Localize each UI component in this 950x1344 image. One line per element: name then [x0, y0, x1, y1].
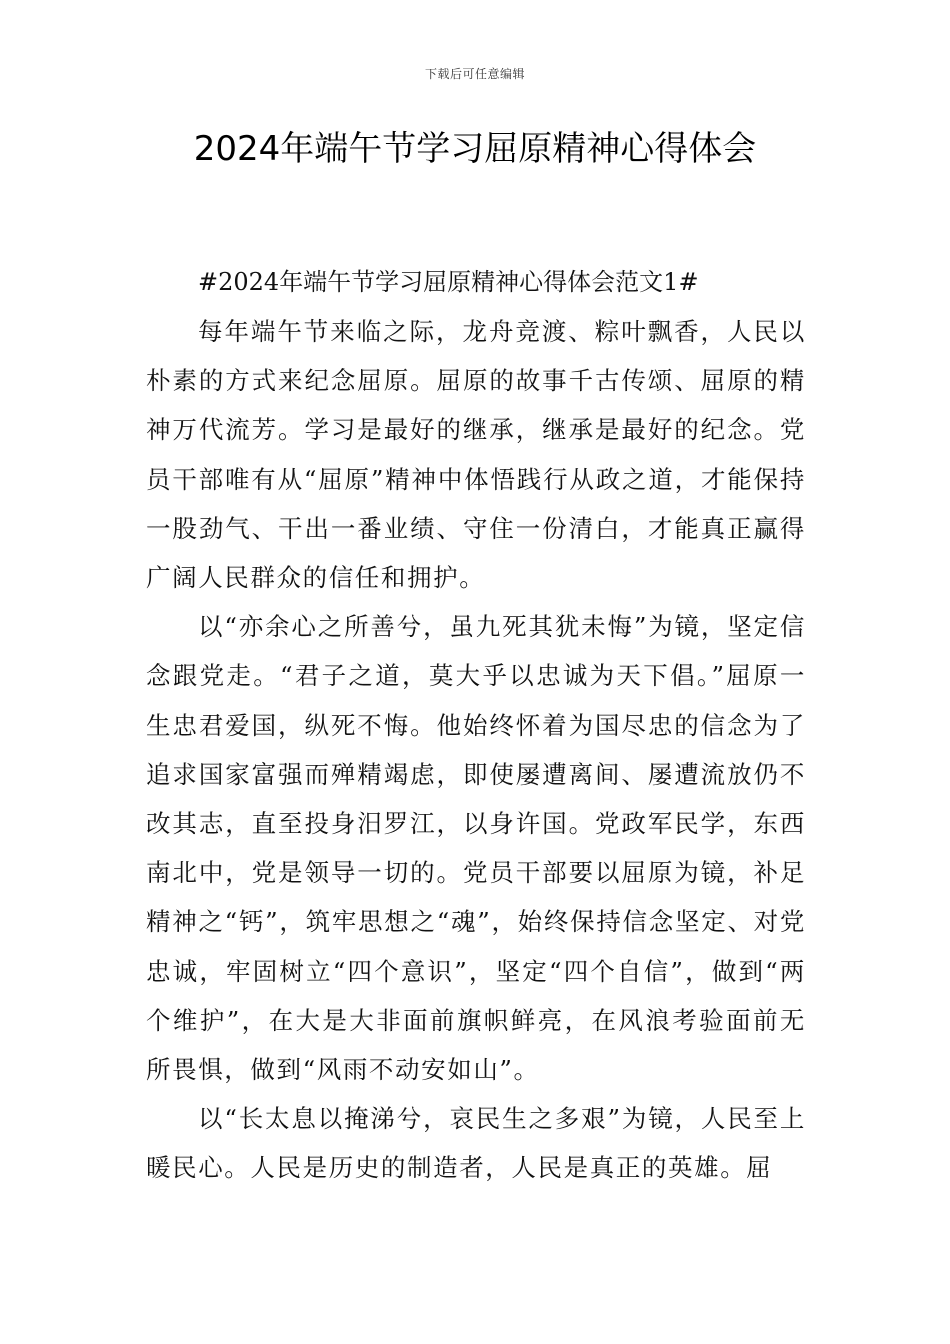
paragraph-3: 以“长太息以掩涕兮，哀民生之多艰”为镜，人民至上暖民心。人民是历史的制造者，人民是真正的英雄。屈 — [146, 1104, 806, 1183]
paragraph-1: 每年端午节来临之际，龙舟竞渡、粽叶飘香，人民以朴素的方式来纪念屈原。屈原的故事千古传颂、屈原的精神万代流芳。学习是最好的继承，继承是最好的纪念。党员干部唯有从“屈原”精神中体悟践行从政之道，才能保持一股劲气、干出一番业绩、守住一份清白，才能真正赢得广阔人民群众的信任和拥护。 — [146, 317, 806, 593]
section-heading: #2024年端午节学习屈原精神心得体会范文1# — [198, 268, 699, 296]
document-title: 2024年端午节学习屈原精神心得体会 — [193, 129, 757, 169]
header-note: 下载后可任意编辑 — [424, 67, 525, 81]
document-body — [146, 258, 806, 1193]
paragraph-2: 以“亦余心之所善兮，虽九死其犹未悔”为镜，坚定信念跟党走。“君子之道，莫大乎以忠诚为天下倡。”屈原一生忠君爱国，纵死不悔。他始终怀着为国尽忠的信念为了追求国家富强而殚精竭虑，即使屡遭离间、屡遭流放仍不改其志，直至投身汨罗江，以身许国。党政军民学，东西南北中，党是领导一切的。党员干部要以屈原为镜，补足精神之“钙”，筑牢思想之“魂”，始终保持信念坚定、对党忠诚，牢固树立“四个意识”，坚定“四个自信”，做到“两个维护”，在大是大非面前旗帜鲜亮，在风浪考验面前无所畏惧，做到“风雨不动安如山”。 — [146, 612, 806, 1085]
